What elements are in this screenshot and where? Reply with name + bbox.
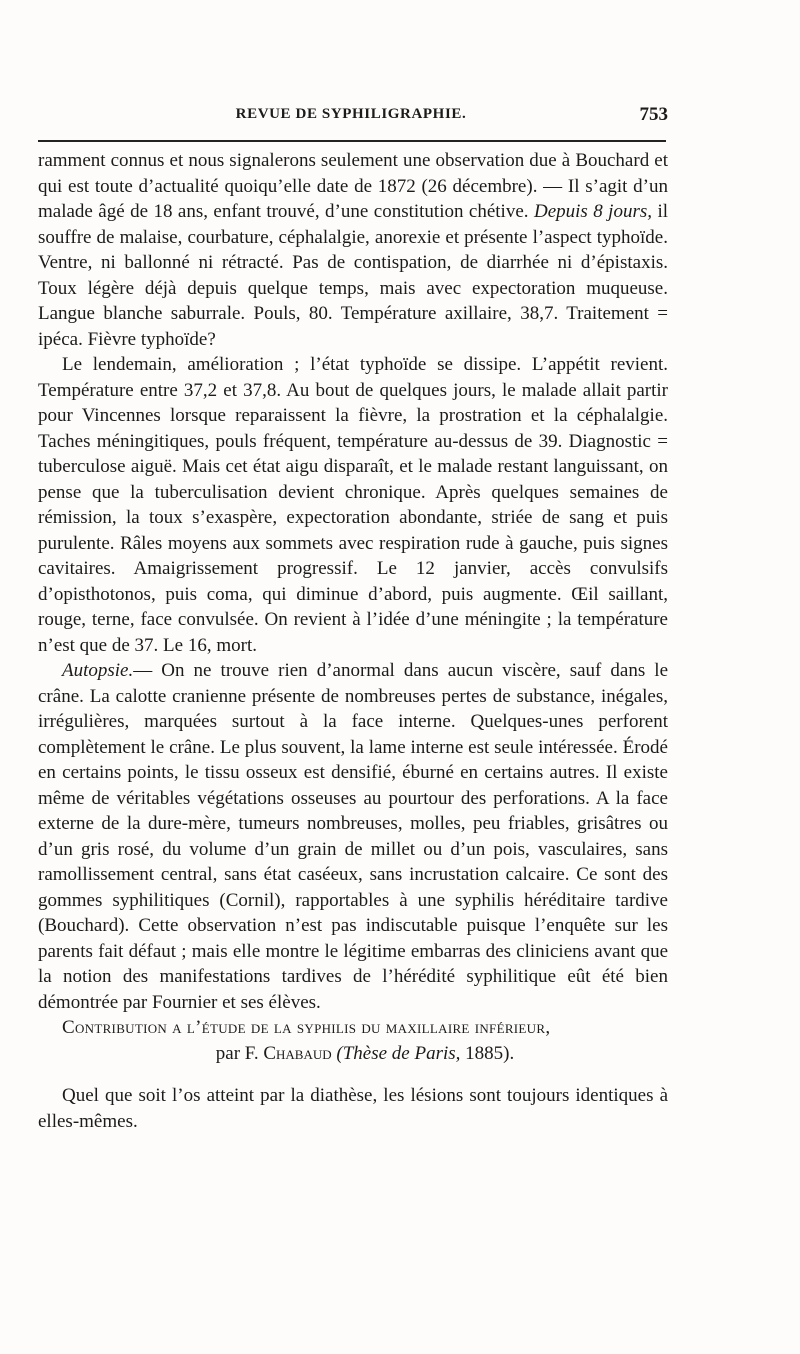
- paragraph-evolution: Le lendemain, amélioration ; l’état typhoïde se dissipe. L’appétit revient. Température entre 37,2 et 37,8. Au bout de quelques jours, le malade allait partir pour Vincennes lorsque reparaissent la fièvre, la prostration et la céphalalgie. Taches méningitiques, pouls fréquent, température au-dessus de 39. Diagnostic = tuberculose aiguë. Mais cet état aigu disparaît, et le malade restant languissant, on pense que la tuberculisation devient chronique. Après quelques semaines de rémission, la toux s’exaspère, expectoration abondante, striée de sang et puis purulente. Râles moyens aux sommets avec respiration rude à gauche, puis signes cavitaires. Amaigrissement progressif. Le 12 janvier, accès convulsifs d’opisthotonos, puis coma, qui diminue d’abord, puis augmente. Œil saillant, rouge, terne, face convulsée. On revient à l’idée d’une méningite ; la température n’est que de 37. Le 16, mort.: [38, 354, 668, 656]
- paragraph-autopsy: [38, 658, 668, 1015]
- paragraph-observation-rest: il souffre de malaise, courbature, céphalalgie, anorexie et présente l’aspect typhoïde. Ventre, ni ballonné ni rétracté. Pas de contispation, de diarrhée ni d’épistaxis. Toux légère déjà depuis quelque temps, mais avec expectoration muqueuse. Langue blanche saburrale. Pouls, 80. Température axillaire, 38,7. Traitement = ipéca. Fièvre typhoïde?: [38, 201, 668, 350]
- paragraph-autopsy-text: — On ne trouve rien d’anormal dans aucun viscère, sauf dans le crâne. La calotte cranienne présente de nombreuses pertes de substance, inégales, irrégulières, marquées surtout à la face interne. Quelques-unes perforent complètement le crâne. Le plus souvent, la lame interne est seule intéressée. Érodé en certains points, le tissu osseux est densifié, éburné en certains autres. Il existe même de véritables végétations osseuses au pourtour des perforations. A la face externe de la dure-mère, tumeurs nombreuses, molles, peu friables, grisâtres ou d’un gris rosé, du volume d’un grain de millet ou d’un pois, vasculaires, sans ramollissement central, sans état caséeux, sans incrustation calcaire. Ce sont des gommes syphilitiques (Cornil), rapportables à une syphilis héréditaire tardive (Bouchard). Cette observation n’est pas indiscutable puisque l’enquête sur les parents fait défaut ; mais elle montre le légitime embarras des cliniciens avant que la notion des manifestations tardives de l’hérédité syphilitique eût été bien démontrée par Fournier et ses élèves.: [38, 660, 668, 1013]
- paragraph-closing: Quel que soit l’os atteint par la diathèse, les lésions sont toujours identiques à elles-mêmes.: [38, 1085, 668, 1132]
- section-title: Contribution a l’étude de la syphilis du maxillaire inférieur,: [62, 1017, 551, 1038]
- running-head: [34, 106, 668, 130]
- byline-year: 1885).: [465, 1043, 515, 1064]
- body-text: [38, 148, 668, 1134]
- header-rule: [38, 140, 666, 142]
- byline-author: Chabaud: [263, 1043, 332, 1064]
- section-byline: [38, 1040, 668, 1067]
- emphasis-depuis: Depuis 8 jours,: [533, 201, 652, 222]
- byline-by: par F.: [215, 1043, 259, 1064]
- autopsy-heading: Autopsie.: [62, 660, 134, 681]
- paragraph-observation-text: ramment connus et nous signalerons seulement une observation due à Bouchard et qui est toute d’actualité quoiqu’elle date de 1872 (26 décembre). — Il s’agit d’un malade âgé de 18 ans, enfant trouvé, d’une constitution chétive.: [38, 150, 668, 222]
- paragraph-observation: [38, 148, 668, 352]
- byline-citation: (Thèse de Paris,: [336, 1043, 461, 1064]
- page-number: 753: [639, 104, 668, 125]
- running-title: REVUE DE SYPHILIGRAPHIE.: [235, 106, 467, 122]
